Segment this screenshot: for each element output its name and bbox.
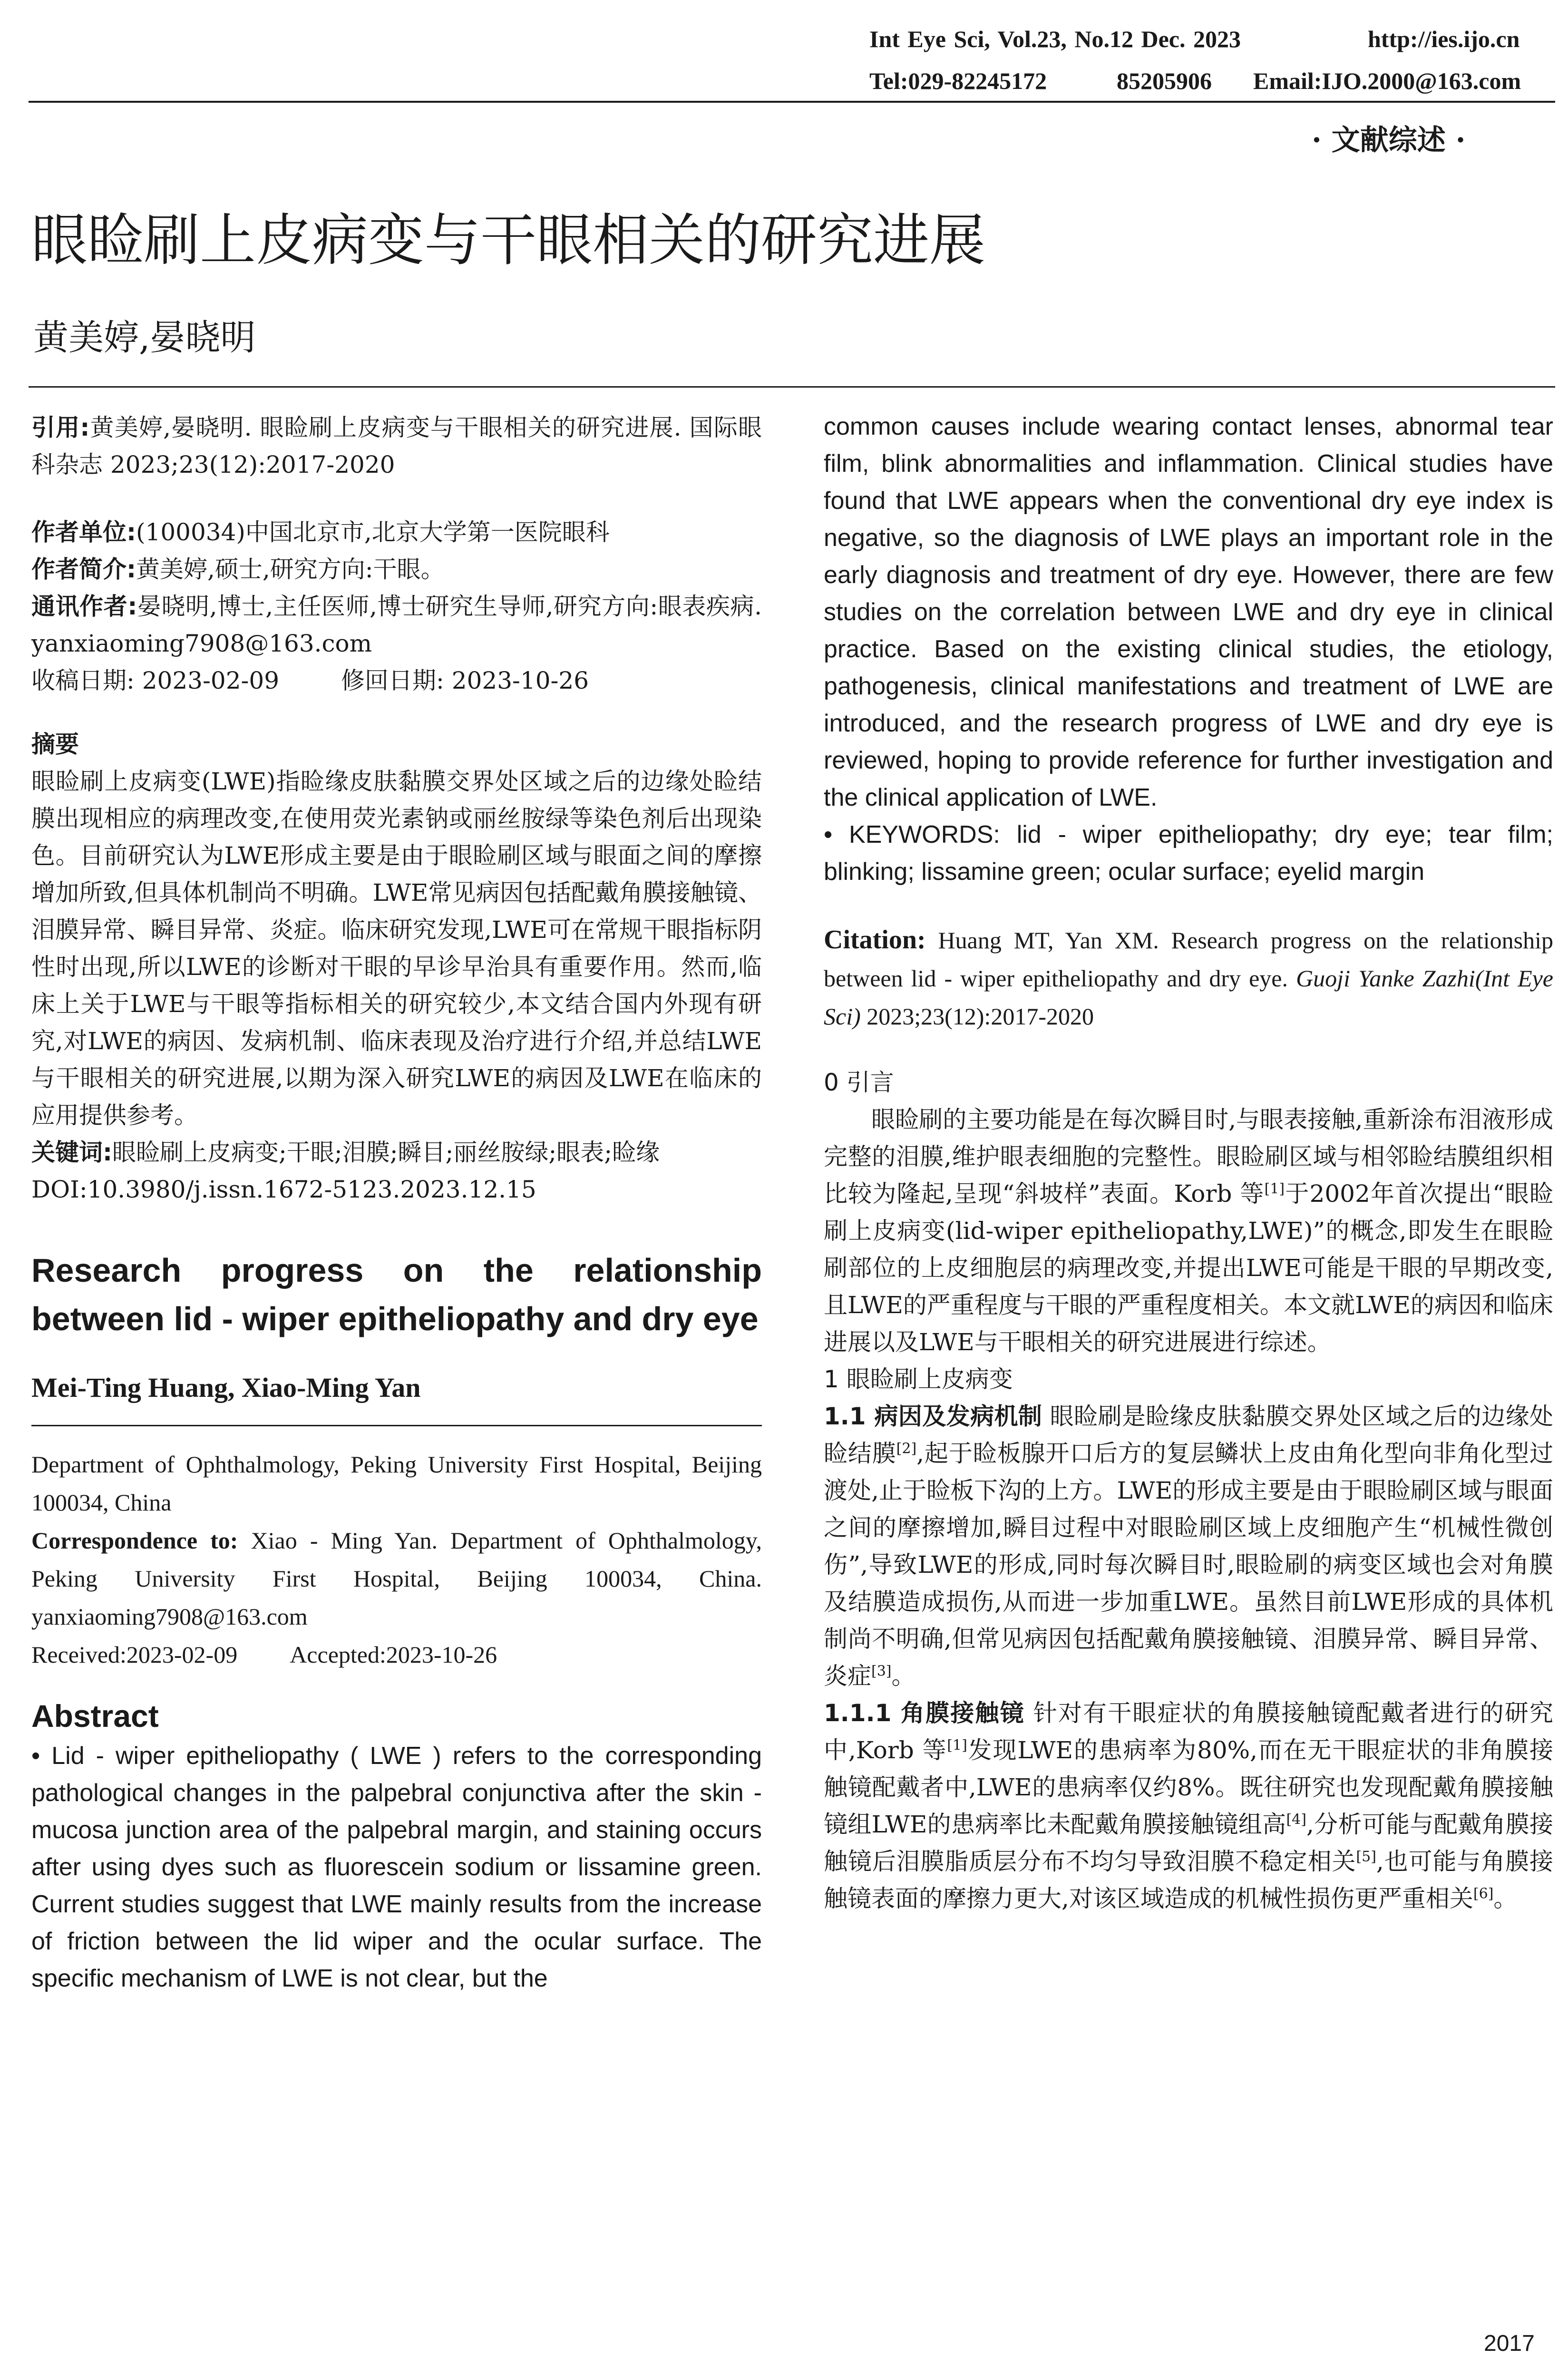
corresponding-label: 通讯作者: bbox=[31, 593, 137, 620]
left-column bbox=[31, 409, 762, 1997]
page-number: 2017 bbox=[1484, 2331, 1535, 2356]
abstract-en-part2: common causes include wearing contact lenses, abnormal tear film, blink abnormalities and inflammation. Clinical studies have found that LWE appears when the conventional dry eye index is negative, so the diagnosis of LWE plays an important role in the early diagnosis and treatment of dry eye. However, there are few studies on the correlation between LWE and dry eye in clinical practice. Based on the existing clinical studies, the etiology, pathogenesis, clinical manifestations and treatment of LWE are introduced, and the research progress of LWE and dry eye is reviewed, hoping to provide reference for further investigation and the clinical application of LWE. bbox=[824, 413, 1553, 811]
section-1-1-text-b: ,起于睑板腺开口后方的复层鳞状上皮由角化型向非角化型过渡处,止于睑板下沟的上方。LWE的形成主要是由于眼睑刷区域与眼面之间的摩擦增加,瞬目过程中对眼睑刷区域上皮细胞产生“机械性微创伤”,导致LWE的形成,同时每次瞬目时,眼睑刷的病变区域也会对角膜及结膜造成损伤,从而进一步加重LWE。虽然目前LWE形成的具体机制尚不明确,但常见病因包括配戴角膜接触镜、泪膜异常、瞬目异常、炎症 bbox=[824, 1440, 1553, 1690]
citation-en bbox=[824, 921, 1553, 1035]
header-url[interactable]: http://ies.ijo.cn bbox=[1368, 26, 1520, 52]
article-title-cn: 眼睑刷上皮病变与干眼相关的研究进展 bbox=[31, 207, 986, 273]
header-email[interactable]: Email:IJO.2000@163.com bbox=[1253, 68, 1521, 94]
article-title-en: Research progress on the relationship between lid - wiper epitheliopathy and dry eye bbox=[31, 1252, 762, 1337]
corresponding-text: 晏晓明,博士,主任医师,博士研究生导师,研究方向:眼表疾病. yanxiaoming7908@163.com bbox=[31, 593, 762, 657]
section-0-text-a: 眼睑刷的主要功能是在每次瞬目时,与眼表接触,重新涂布泪液形成完整的泪膜,维护眼表细胞的完整性。眼睑刷区域与相邻睑结膜组织相比较为隆起,呈现“斜坡样”表面。Korb 等 bbox=[824, 1106, 1553, 1208]
abstract-cn-heading: 摘要 bbox=[31, 731, 79, 758]
correspondence-en-label: Correspondence to: bbox=[31, 1527, 238, 1554]
citation-cn-text: 黄美婷,晏晓明. 眼睑刷上皮病变与干眼相关的研究进展. 国际眼科杂志 2023;23(12):2017-2020 bbox=[31, 414, 762, 478]
correspondence-en bbox=[31, 1521, 762, 1636]
citation-cn-label: 引用: bbox=[31, 414, 90, 441]
section-1-1-1-text-a: 针对有干眼症状的角膜接触镜配戴者进行的研究中,Korb 等 bbox=[824, 1699, 1553, 1764]
section-1-1-paragraph bbox=[824, 1398, 1553, 1695]
author-unit-text: (100034)中国北京市,北京大学第一医院眼科 bbox=[136, 518, 610, 546]
keywords-cn bbox=[31, 1134, 762, 1171]
abstract-cn-text: 眼睑刷上皮病变(LWE)指睑缘皮肤黏膜交界处区域之后的边缘处睑结膜出现相应的病理改变,在使用荧光素钠或丽丝胺绿等染色剂后出现染色。目前研究认为LWE形成主要是由于眼睑刷区域与眼面之间的摩擦增加所致,但具体机制尚不明确。LWE常见病因包括配戴角膜接触镜、泪膜异常、瞬目异常、炎症。临床研究发现,LWE可在常规干眼指标阴性时出现,所以LWE的诊断对干眼的早诊早治具有重要作用。然而,临床上关于LWE与干眼等指标相关的研究较少,本文结合国内外现有研究,对LWE的病因、发病机制、临床表现及治疗进行介绍,并总结LWE与干眼相关的研究进展,以期为深入研究LWE的病因及LWE在临床的应用提供参考。 bbox=[31, 768, 762, 1129]
abstract-en-part1: • Lid - wiper epitheliopathy ( LWE ) refers to the corresponding pathological changes in the palpebral conjunctiva after the skin - mucosa junction area of the palpebral margin, and staining occurs after using dyes such as fluorescein sodium or lissamine green. Current studies suggest that LWE mainly results from the increase of friction between the lid wiper and the ocular surface. The specific mechanism of LWE is not clear, but the bbox=[31, 1742, 762, 1992]
keywords-en: • KEYWORDS: lid - wiper epitheliopathy; dry eye; tear film; blinking; lissamine green; ocular surface; eyelid margin bbox=[824, 821, 1553, 886]
citation-cn bbox=[31, 409, 762, 483]
ref-1[interactable]: [1] bbox=[1264, 1180, 1285, 1198]
section-1-1-1-text-d: ,也可能与角膜接触镜表面的摩擦力更大,对该区域造成的机械性损伤更严重相关 bbox=[824, 1848, 1553, 1912]
author-unit bbox=[31, 514, 762, 551]
citation-en-text: Huang MT, Yan XM. Research progress on the relationship between lid - wiper epitheliopathy and dry eye. bbox=[824, 927, 1553, 992]
ref-5[interactable]: [5] bbox=[1356, 1848, 1376, 1865]
section-tag: · 文献综述 · bbox=[1312, 124, 1466, 157]
corresponding-author bbox=[31, 588, 762, 662]
ref-1-again[interactable]: [1] bbox=[947, 1737, 967, 1754]
author-unit-label: 作者单位: bbox=[31, 518, 136, 546]
citation-en-label: Citation: bbox=[824, 925, 926, 955]
author-bio-text: 黄美婷,硕士,研究方向:干眼。 bbox=[136, 555, 445, 583]
authors-cn: 黄美婷,晏晓明 bbox=[33, 317, 256, 358]
section-1-1-text-a: 眼睑刷是睑缘皮肤黏膜交界处区域之后的边缘处睑结膜 bbox=[824, 1403, 1553, 1467]
revised-date-cn: 修回日期: 2023-10-26 bbox=[341, 667, 589, 694]
received-date-cn: 收稿日期: 2023-02-09 bbox=[31, 667, 280, 694]
section-1-1-1-text-b: 发现LWE的患病率为80%,而在无干眼症状的非角膜接触镜配戴者中,LWE的患病率仅约8%。既往研究也发现配戴角膜接触镜组LWE的患病率比未配戴角膜接触镜组高 bbox=[824, 1736, 1553, 1838]
authors-en: Mei-Ting Huang, Xiao-Ming Yan bbox=[31, 1372, 421, 1403]
section-1-1-text-c: 。 bbox=[891, 1662, 915, 1690]
section-1-1-1-text-e: 。 bbox=[1493, 1885, 1518, 1912]
header-rule bbox=[29, 101, 1555, 103]
keywords-cn-label: 关键词: bbox=[31, 1139, 112, 1166]
keywords-cn-text: 眼睑刷上皮病变;干眼;泪膜;瞬目;丽丝胺绿;眼表;睑缘 bbox=[112, 1139, 660, 1166]
ref-4[interactable]: [4] bbox=[1286, 1811, 1306, 1828]
section-1-heading: 1 眼睑刷上皮病变 bbox=[824, 1365, 1013, 1393]
received-date-en: Received:2023-02-09 bbox=[31, 1641, 238, 1668]
citation-en-journal: Guoji Yanke Zazhi(Int Eye Sci) bbox=[824, 965, 1553, 1030]
author-bio-label: 作者简介: bbox=[31, 555, 136, 583]
ref-3[interactable]: [3] bbox=[871, 1663, 892, 1680]
abstract-en-heading: Abstract bbox=[31, 1698, 159, 1734]
section-1-1-1-text-c: ,分析可能与配戴角膜接触镜后泪膜脂质层分布不均匀导致泪膜不稳定相关 bbox=[824, 1811, 1553, 1875]
doi[interactable]: DOI:10.3980/j.issn.1672-5123.2023.12.15 bbox=[31, 1176, 536, 1203]
header-tel: Tel:029-82245172 bbox=[869, 68, 1047, 94]
accepted-date-en: Accepted:2023-10-26 bbox=[290, 1641, 497, 1668]
authors-en-rule bbox=[31, 1425, 762, 1426]
section-0-text-b: 于2002年首次提出“眼睑刷上皮病变(lid-wiper epitheliopathy,LWE)”的概念,即发生在眼睑刷部位的上皮细胞层的病理改变,并提出LWE可能是干眼的早期改变,且LWE的严重程度与干眼的严重程度相关。本文就LWE的病因和临床进展以及LWE与干眼相关的研究进展进行综述。 bbox=[824, 1180, 1554, 1356]
correspondence-en-text: Xiao - Ming Yan. Department of Ophthalmology, Peking University First Hospital, Beijing 100034, China. yanxiaoming7908@163.com bbox=[31, 1527, 762, 1630]
department-en: Department of Ophthalmology, Peking University First Hospital, Beijing 100034, China bbox=[31, 1451, 762, 1516]
right-column bbox=[824, 408, 1553, 1917]
title-rule bbox=[29, 386, 1555, 388]
section-1-1-1-paragraph bbox=[824, 1695, 1553, 1917]
section-0-paragraph bbox=[824, 1101, 1553, 1361]
dates-cn bbox=[31, 662, 762, 699]
ref-2[interactable]: [2] bbox=[896, 1440, 917, 1457]
ref-6[interactable]: [6] bbox=[1473, 1885, 1494, 1902]
dates-en bbox=[31, 1636, 762, 1674]
header-journal: Int Eye Sci, Vol.23, No.12 Dec. 2023 bbox=[869, 26, 1241, 52]
section-1-1-label: 1.1 病因及发病机制 bbox=[824, 1403, 1042, 1430]
citation-en-tail: 2023;23(12):2017-2020 bbox=[860, 1003, 1094, 1030]
header-tel2: 85205906 bbox=[1117, 68, 1212, 94]
author-bio bbox=[31, 551, 762, 588]
section-1-1-1-label: 1.1.1 角膜接触镜 bbox=[824, 1699, 1025, 1727]
section-0-heading: 0 引言 bbox=[824, 1069, 894, 1096]
